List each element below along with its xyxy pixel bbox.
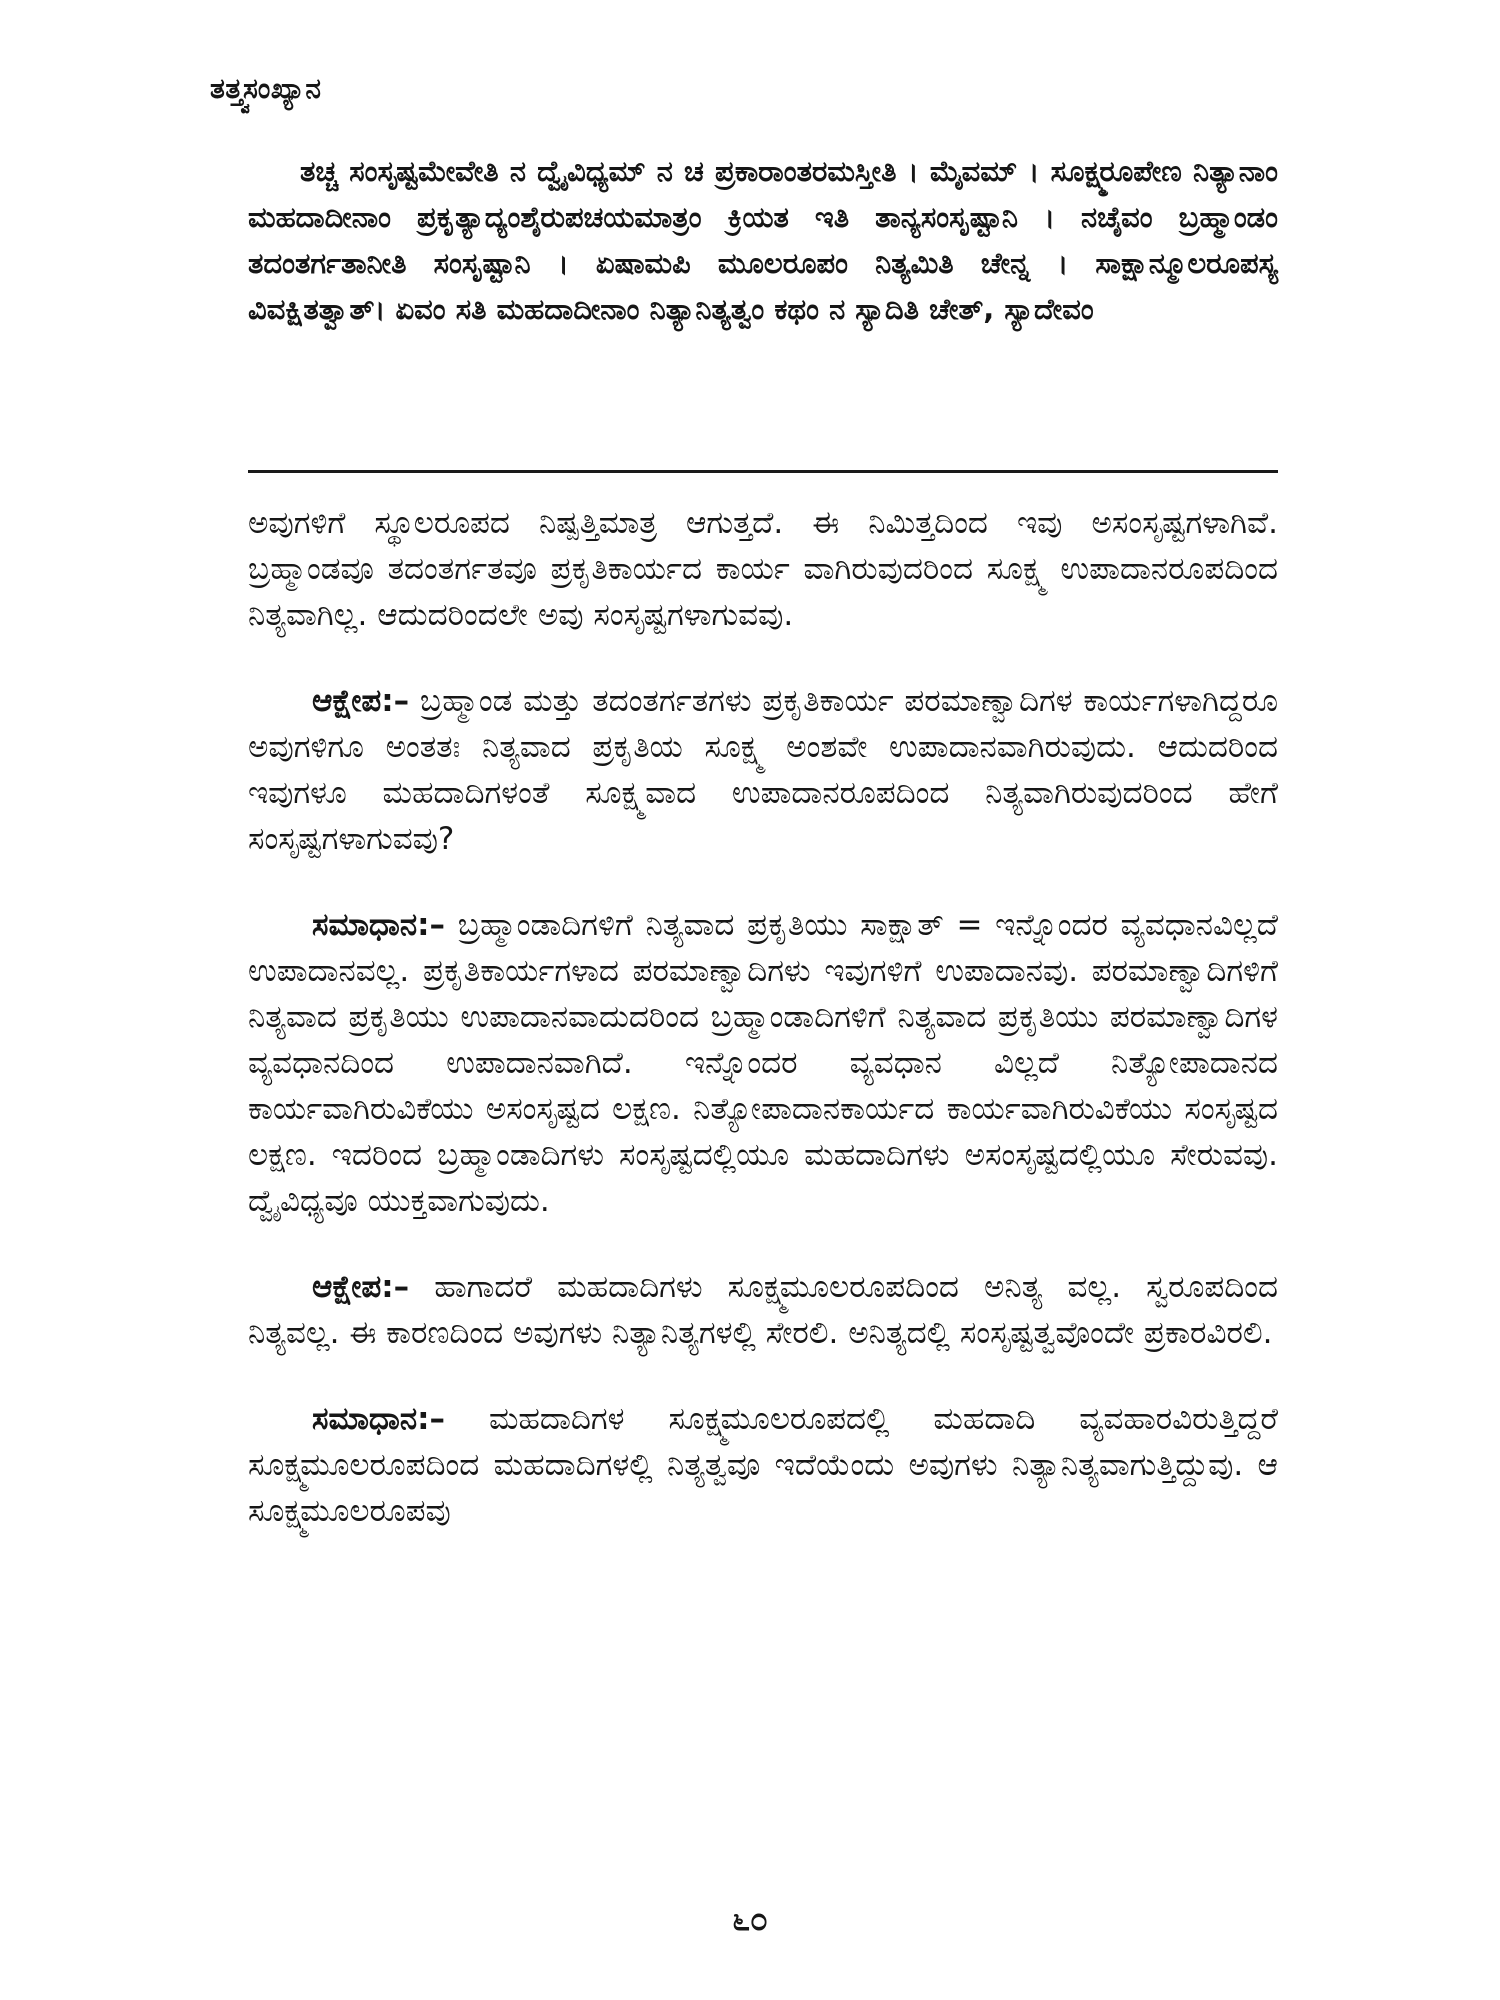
commentary-paragraph-3	[248, 902, 1278, 1224]
answer-text: ಬ್ರಹ್ಮಾಂಡಾದಿಗಳಿಗೆ ನಿತ್ಯವಾದ ಪ್ರಕೃತಿಯು ಸಾಕ್ಷಾತ್ = ಇನ್ನೊಂದರ ವ್ಯವಧಾನವಿಲ್ಲದೆ ಉಪಾದಾನವಲ್ಲ. ಪ್ರಕೃತಿಕಾರ್ಯಗಳಾದ ಪರಮಾಣ್ವಾದಿಗಳು ಇವುಗಳಿಗೆ ಉಪಾದಾನವು. ಪರಮಾಣ್ವಾದಿಗಳಿಗೆ ನಿತ್ಯವಾದ ಪ್ರಕೃತಿಯು ಉಪಾದಾನವಾದುದರಿಂದ ಬ್ರಹ್ಮಾಂಡಾದಿಗಳಿಗೆ ನಿತ್ಯವಾದ ಪ್ರಕೃತಿಯು ಪರಮಾಣ್ವಾದಿಗಳ ವ್ಯವಧಾನದಿಂದ ಉಪಾದಾನವಾಗಿದೆ. ಇನ್ನೊಂದರ ವ್ಯವಧಾನ ವಿಲ್ಲದೆ ನಿತ್ಯೋಪಾದಾನದ ಕಾರ್ಯವಾಗಿರುವಿಕೆಯು ಅಸಂಸೃಷ್ಟದ ಲಕ್ಷಣ. ನಿತ್ಯೋಪಾದಾನಕಾರ್ಯದ ಕಾರ್ಯವಾಗಿರುವಿಕೆಯು ಸಂಸೃಷ್ಟದ ಲಕ್ಷಣ. ಇದರಿಂದ ಬ್ರಹ್ಮಾಂಡಾದಿಗಳು ಸಂಸೃಷ್ಟದಲ್ಲಿಯೂ ಮಹದಾದಿಗಳು ಅಸಂಸೃಷ್ಟದಲ್ಲಿಯೂ ಸೇರುವವು. ದ್ವೈವಿಧ್ಯವೂ ಯುಕ್ತವಾಗುವುದು.	[248, 907, 1278, 1219]
section-divider	[248, 470, 1278, 473]
sanskrit-paragraph: ತಚ್ಚ ಸಂಸೃಷ್ಟಮೇವೇತಿ ನ ದ್ವೈವಿಧ್ಯಮ್ ನ ಚ ಪ್ರಕಾರಾಂತರಮಸ್ತೀತಿ । ಮೈವಮ್ । ಸೂಕ್ಷ್ಮರೂಪೇಣ ನಿತ್ಯಾನಾಂ ಮಹದಾದೀನಾಂ ಪ್ರಕೃತ್ಯಾದ್ಯಂಶೈರುಪಚಯಮಾತ್ರಂ ಕ್ರಿಯತ ಇತಿ ತಾನ್ಯಸಂಸೃಷ್ಟಾನಿ । ನಚೈವಂ ಬ್ರಹ್ಮಾಂಡಂ ತದಂತರ್ಗತಾನೀತಿ ಸಂಸೃಷ್ಟಾನಿ । ಏಷಾಮಪಿ ಮೂಲರೂಪಂ ನಿತ್ಯಮಿತಿ ಚೇನ್ನ । ಸಾಕ್ಷಾನ್ಮೂಲರೂಪಸ್ಯ ವಿವಕ್ಷಿತತ್ವಾತ್। ಏವಂ ಸತಿ ಮಹದಾದೀನಾಂ ನಿತ್ಯಾನಿತ್ಯತ್ವಂ ಕಥಂ ನ ಸ್ಯಾದಿತಿ ಚೇತ್, ಸ್ಯಾದೇವಂ	[248, 154, 1278, 326]
answer-label: ಸಮಾಧಾನ:–	[312, 1401, 445, 1437]
answer-label: ಸಮಾಧಾನ:–	[312, 907, 445, 943]
sanskrit-passage	[248, 148, 1278, 332]
objection-label: ಆಕ್ಷೇಪ:–	[312, 1269, 410, 1305]
commentary-paragraph-4	[248, 1264, 1278, 1356]
commentary-paragraph-5	[248, 1396, 1278, 1534]
objection-text: ಬ್ರಹ್ಮಾಂಡ ಮತ್ತು ತದಂತರ್ಗತಗಳು ಪ್ರಕೃತಿಕಾರ್ಯ ಪರಮಾಣ್ವಾದಿಗಳ ಕಾರ್ಯಗಳಾಗಿದ್ದರೂ ಅವುಗಳಿಗೂ ಅಂತತಃ ನಿತ್ಯವಾದ ಪ್ರಕೃತಿಯ ಸೂಕ್ಷ್ಮ ಅಂಶವೇ ಉಪಾದಾನವಾಗಿರುವುದು. ಆದುದರಿಂದ ಇವುಗಳೂ ಮಹದಾದಿಗಳಂತೆ ಸೂಕ್ಷ್ಮವಾದ ಉಪಾದಾನರೂಪದಿಂದ ನಿತ್ಯವಾಗಿರುವುದರಿಂದ ಹೇಗೆ ಸಂಸೃಷ್ಟಗಳಾಗುವವು?	[248, 683, 1278, 857]
kannada-commentary	[248, 500, 1278, 1574]
objection-text: ಹಾಗಾದರೆ ಮಹದಾದಿಗಳು ಸೂಕ್ಷ್ಮಮೂಲರೂಪದಿಂದ ಅನಿತ್ಯ ವಲ್ಲ. ಸ್ವರೂಪದಿಂದ ನಿತ್ಯವಲ್ಲ. ಈ ಕಾರಣದಿಂದ ಅವುಗಳು ನಿತ್ಯಾನಿತ್ಯಗಳಲ್ಲಿ ಸೇರಲಿ. ಅನಿತ್ಯದಲ್ಲಿ ಸಂಸೃಷ್ಟತ್ವವೊಂದೇ ಪ್ರಕಾರವಿರಲಿ.	[248, 1269, 1278, 1351]
objection-label: ಆಕ್ಷೇಪ:–	[312, 683, 410, 719]
commentary-paragraph-1: ಅವುಗಳಿಗೆ ಸ್ಥೂಲರೂಪದ ನಿಷ್ಪತ್ತಿಮಾತ್ರ ಆಗುತ್ತದೆ. ಈ ನಿಮಿತ್ತದಿಂದ ಇವು ಅಸಂಸೃಷ್ಟಗಳಾಗಿವೆ. ಬ್ರಹ್ಮಾಂಡವೂ ತದಂತರ್ಗತವೂ ಪ್ರಕೃತಿಕಾರ್ಯದ ಕಾರ್ಯ ವಾಗಿರುವುದರಿಂದ ಸೂಕ್ಷ್ಮ ಉಪಾದಾನರೂಪದಿಂದ ನಿತ್ಯವಾಗಿಲ್ಲ. ಆದುದರಿಂದಲೇ ಅವು ಸಂಸೃಷ್ಟಗಳಾಗುವವು.	[248, 505, 1278, 633]
commentary-paragraph-2	[248, 678, 1278, 862]
answer-text: ಮಹದಾದಿಗಳ ಸೂಕ್ಷ್ಮಮೂಲರೂಪದಲ್ಲಿ ಮಹದಾದಿ ವ್ಯವಹಾರವಿರುತ್ತಿದ್ದರೆ ಸೂಕ್ಷ್ಮಮೂಲರೂಪದಿಂದ ಮಹದಾದಿಗಳಲ್ಲಿ ನಿತ್ಯತ್ವವೂ ಇದೆಯೆಂದು ಅವುಗಳು ನಿತ್ಯಾನಿತ್ಯವಾಗುತ್ತಿದ್ದುವು. ಆ ಸೂಕ್ಷ್ಮಮೂಲರೂಪವು	[248, 1401, 1278, 1529]
running-header: ತತ್ತ್ವಸಂಖ್ಯಾನ	[210, 72, 322, 105]
page-number: ೬೦	[732, 1900, 768, 1938]
